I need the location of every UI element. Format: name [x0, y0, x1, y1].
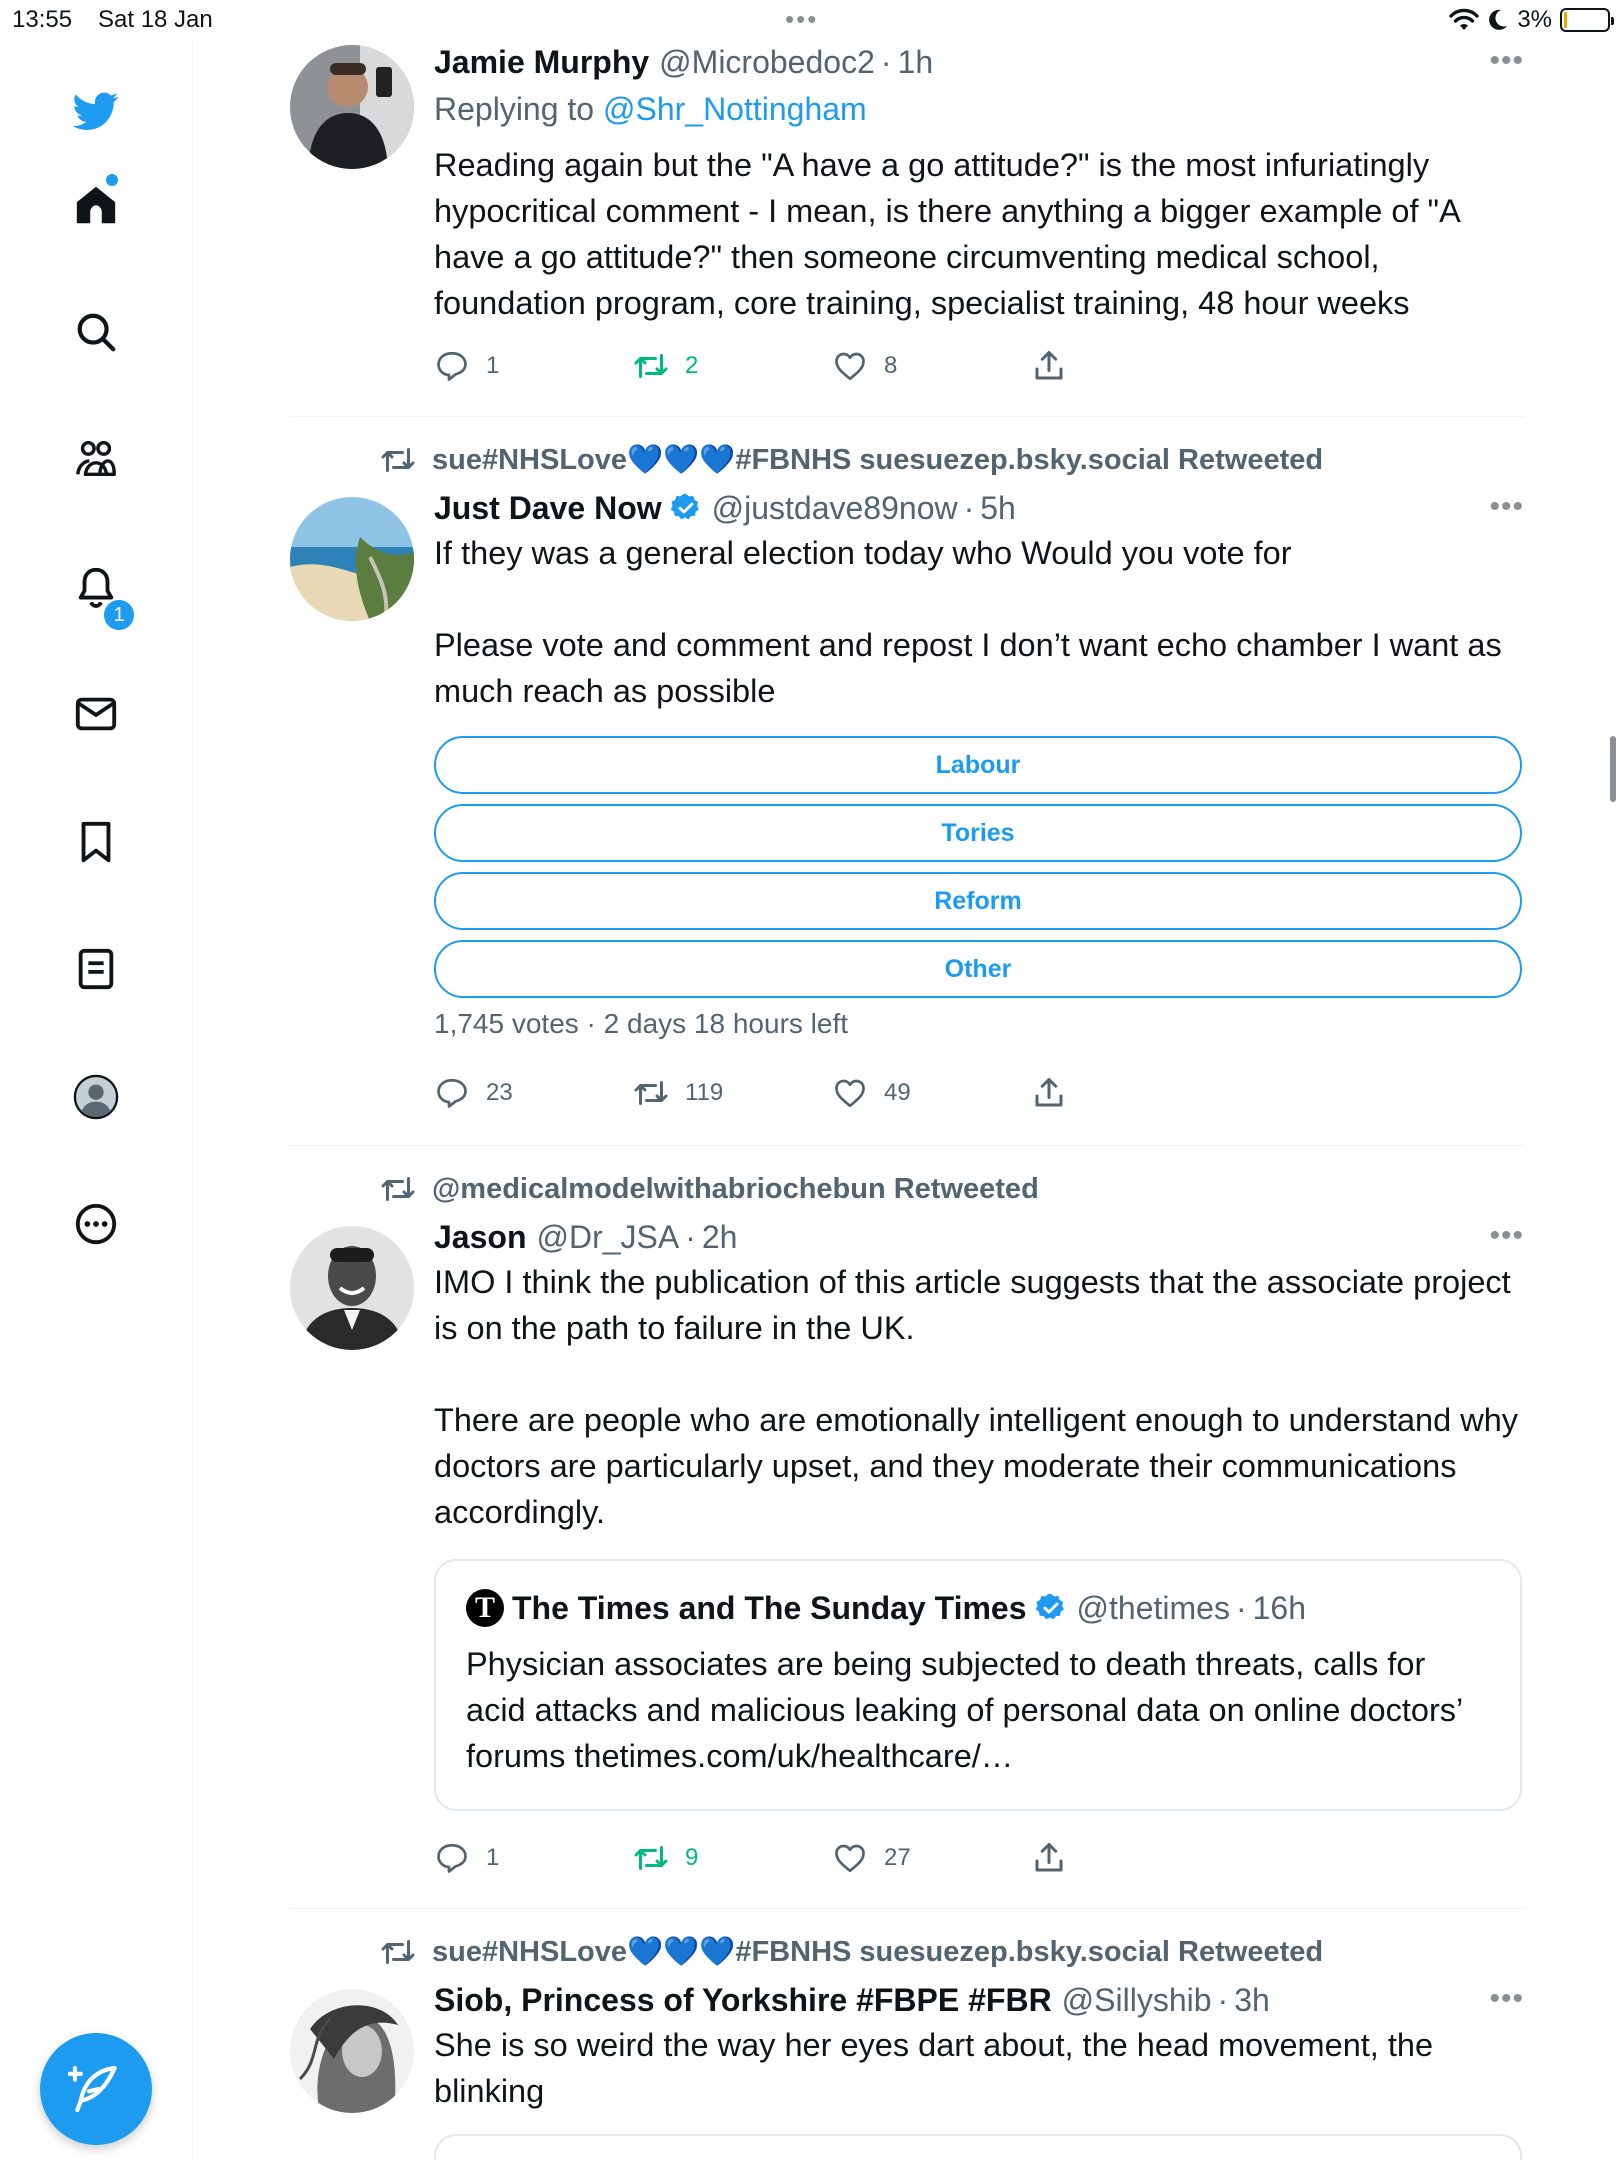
separator: · — [1235, 1589, 1247, 1626]
quoted-author-handle[interactable]: @thetimes — [1076, 1589, 1230, 1626]
avatar[interactable] — [290, 1989, 414, 2113]
tweet[interactable] — [290, 40, 1525, 417]
sidebar — [0, 40, 193, 2160]
tweet-time[interactable]: 1h — [897, 43, 934, 80]
quoted-tweet[interactable] — [434, 1559, 1522, 1811]
battery-percent: 3% — [1517, 6, 1552, 33]
tweet-body — [434, 40, 1524, 326]
reply-button[interactable] — [434, 348, 499, 384]
tweet[interactable] — [290, 417, 1525, 1146]
quoted-avatar[interactable]: T — [466, 1589, 504, 1627]
tweet-header — [434, 40, 1524, 84]
mail-icon[interactable] — [71, 689, 121, 739]
status-bar — [0, 0, 1620, 40]
poll-option[interactable]: Tories — [434, 804, 1522, 862]
profile-icon[interactable] — [71, 1072, 121, 1122]
tweet-actions — [434, 346, 1114, 386]
like-count: 8 — [884, 352, 898, 379]
separator: · — [1217, 1981, 1229, 2018]
retweet-icon — [633, 1075, 669, 1111]
retweeted-by-text[interactable]: @medicalmodelwithabriochebun Retweeted — [432, 1172, 1039, 1205]
quoted-tweet-time[interactable]: 16h — [1252, 1589, 1306, 1626]
more-options-icon[interactable]: ••• — [1489, 1219, 1524, 1252]
tweet-text: If they was a general election today who Would you vote for Please vote and comment and repost I don’t want echo chamber I want as much reach as possible — [434, 535, 1502, 709]
media-card[interactable] — [434, 2134, 1522, 2160]
author-handle[interactable]: @Dr_JSA — [536, 1218, 680, 1255]
poll — [434, 736, 1524, 1040]
tweet-time[interactable]: 5h — [980, 489, 1016, 526]
retweeted-by — [380, 441, 1323, 479]
author-name[interactable]: Jason — [434, 1218, 527, 1255]
retweet-button[interactable] — [633, 1840, 698, 1876]
like-count: 49 — [884, 1079, 911, 1106]
heart-icon — [832, 1075, 868, 1111]
poll-option[interactable]: Labour — [434, 736, 1522, 794]
tweet-time[interactable]: 3h — [1234, 1981, 1270, 2018]
home-unread-dot — [106, 174, 118, 186]
avatar[interactable] — [290, 45, 414, 169]
separator: · — [963, 489, 975, 526]
reply-count: 1 — [486, 352, 500, 379]
poll-option[interactable]: Reform — [434, 872, 1522, 930]
reply-count: 1 — [486, 1844, 500, 1871]
retweet-icon — [380, 1171, 416, 1207]
like-count: 27 — [884, 1844, 911, 1871]
tweet-header — [434, 1978, 1524, 2022]
retweet-icon — [633, 348, 669, 384]
reply-icon — [434, 1075, 470, 1111]
compose-feather-icon — [68, 2061, 124, 2117]
tweet-header — [434, 1215, 1524, 1259]
search-icon[interactable] — [71, 307, 121, 357]
quoted-tweet-header — [466, 1585, 1490, 1631]
retweet-button[interactable] — [633, 348, 698, 384]
retweeted-by-text[interactable]: sue#NHSLove💙💙💙#FBNHS suesuezep.bsky.social Retweeted — [432, 444, 1324, 476]
retweeted-by-text[interactable]: sue#NHSLove💙💙💙#FBNHS suesuezep.bsky.social Retweeted — [432, 1936, 1324, 1968]
poll-meta: 1,745 votes · 2 days 18 hours left — [434, 1008, 849, 1039]
status-indicators — [1449, 4, 1610, 36]
tweet-actions — [434, 1838, 1114, 1878]
quoted-author-name[interactable]: The Times and The Sunday Times — [512, 1589, 1027, 1626]
scroll-indicator[interactable] — [1610, 736, 1616, 802]
like-button[interactable] — [832, 348, 897, 384]
replying-to — [434, 84, 1524, 134]
separator: · — [880, 43, 892, 80]
verified-badge-icon — [670, 492, 702, 524]
retweet-count: 9 — [685, 1844, 699, 1871]
tweet-time[interactable]: 2h — [701, 1218, 738, 1255]
twitter-bird-icon[interactable] — [71, 86, 121, 136]
separator: · — [685, 1218, 696, 1255]
reply-button[interactable] — [434, 1840, 499, 1876]
author-name[interactable]: Siob, Princess of Yorkshire #FBPE #FBR — [434, 1981, 1052, 2018]
battery-icon — [1560, 8, 1610, 32]
home-icon[interactable] — [71, 180, 121, 230]
retweet-count: 2 — [685, 352, 699, 379]
share-button[interactable] — [1031, 1840, 1067, 1876]
author-name[interactable]: Just Dave Now — [434, 489, 662, 526]
retweeted-by — [380, 1170, 1039, 1208]
verified-badge-icon — [1035, 1592, 1067, 1624]
more-circle-icon[interactable] — [71, 1199, 121, 1249]
tweet-body — [434, 486, 1524, 1040]
heart-icon — [832, 348, 868, 384]
tweet[interactable] — [290, 1909, 1525, 2160]
timeline-feed — [290, 40, 1525, 2160]
share-icon — [1031, 1840, 1067, 1876]
avatar[interactable] — [290, 1226, 414, 1350]
quoted-tweet-text: Physician associates are being subjected to death threats, calls for acid attacks and malicious leaking of personal data on online doctors’ forums thetimes.com/uk/healthcare/… — [466, 1646, 1472, 1774]
tweet-text: Reading again but the "A have a go attitude?" is the most infuriatingly hypocritical comment - I mean, is there anything a bigger example of "A have a go attitude?" then someone circumventing medical school, foundation program, core training, specialist training, 48 hour weeks — [434, 147, 1468, 321]
battery-fill — [1564, 12, 1567, 28]
tweet-header — [434, 486, 1524, 530]
bookmark-icon[interactable] — [71, 817, 121, 867]
status-time: 13:55 — [12, 6, 73, 33]
author-handle[interactable]: @justdave89now — [711, 489, 958, 526]
tweet-actions — [434, 1073, 1114, 1113]
reply-icon — [434, 348, 470, 384]
reply-count: 23 — [486, 1079, 513, 1106]
more-options-icon[interactable]: ••• — [1489, 1982, 1524, 2015]
replying-handle[interactable]: @Shr_Nottingham — [602, 91, 867, 127]
status-date: Sat 18 Jan — [98, 6, 213, 33]
retweet-button[interactable] — [633, 1075, 723, 1111]
tweet-body — [434, 1215, 1524, 1811]
author-handle[interactable]: @Microbedoc2 — [659, 43, 875, 80]
share-button[interactable] — [1031, 1075, 1067, 1111]
reply-icon — [434, 1840, 470, 1876]
moon-icon — [1487, 8, 1509, 32]
retweeted-by — [380, 1933, 1323, 1971]
reply-button[interactable] — [434, 1075, 513, 1111]
compose-tweet-button[interactable] — [40, 2033, 152, 2145]
replying-prefix: Replying to — [434, 91, 603, 127]
author-handle[interactable]: @Sillyshib — [1061, 1981, 1212, 2018]
retweet-icon — [380, 1934, 416, 1970]
tweet[interactable] — [290, 1146, 1525, 1909]
like-button[interactable] — [832, 1075, 911, 1111]
more-options-icon[interactable]: ••• — [1489, 44, 1524, 77]
tweet-text: She is so weird the way her eyes dart about, the head movement, the blinking — [434, 2027, 1443, 2109]
multitasking-dots[interactable]: ••• — [785, 4, 819, 34]
avatar[interactable] — [290, 497, 414, 621]
share-button[interactable] — [1031, 348, 1067, 384]
author-name[interactable]: Jamie Murphy — [434, 43, 650, 80]
more-options-icon[interactable]: ••• — [1489, 490, 1524, 523]
share-icon — [1031, 1075, 1067, 1111]
like-button[interactable] — [832, 1840, 911, 1876]
communities-icon[interactable] — [71, 434, 121, 484]
retweet-count: 119 — [685, 1079, 724, 1106]
share-icon — [1031, 348, 1067, 384]
retweet-icon — [380, 442, 416, 478]
lists-icon[interactable] — [71, 944, 121, 994]
retweet-icon — [633, 1840, 669, 1876]
tweet-text: IMO I think the publication of this article suggests that the associate project is on the path to failure in the UK. There are people who are emotionally intelligent enough to understand why doctors are particularly upset, and they moderate their communications accordingly. — [434, 1264, 1519, 1530]
notification-count-badge: 1 — [102, 598, 136, 632]
poll-option[interactable]: Other — [434, 940, 1522, 998]
heart-icon — [832, 1840, 868, 1876]
wifi-icon — [1449, 8, 1479, 32]
tweet-body — [434, 1978, 1524, 2160]
